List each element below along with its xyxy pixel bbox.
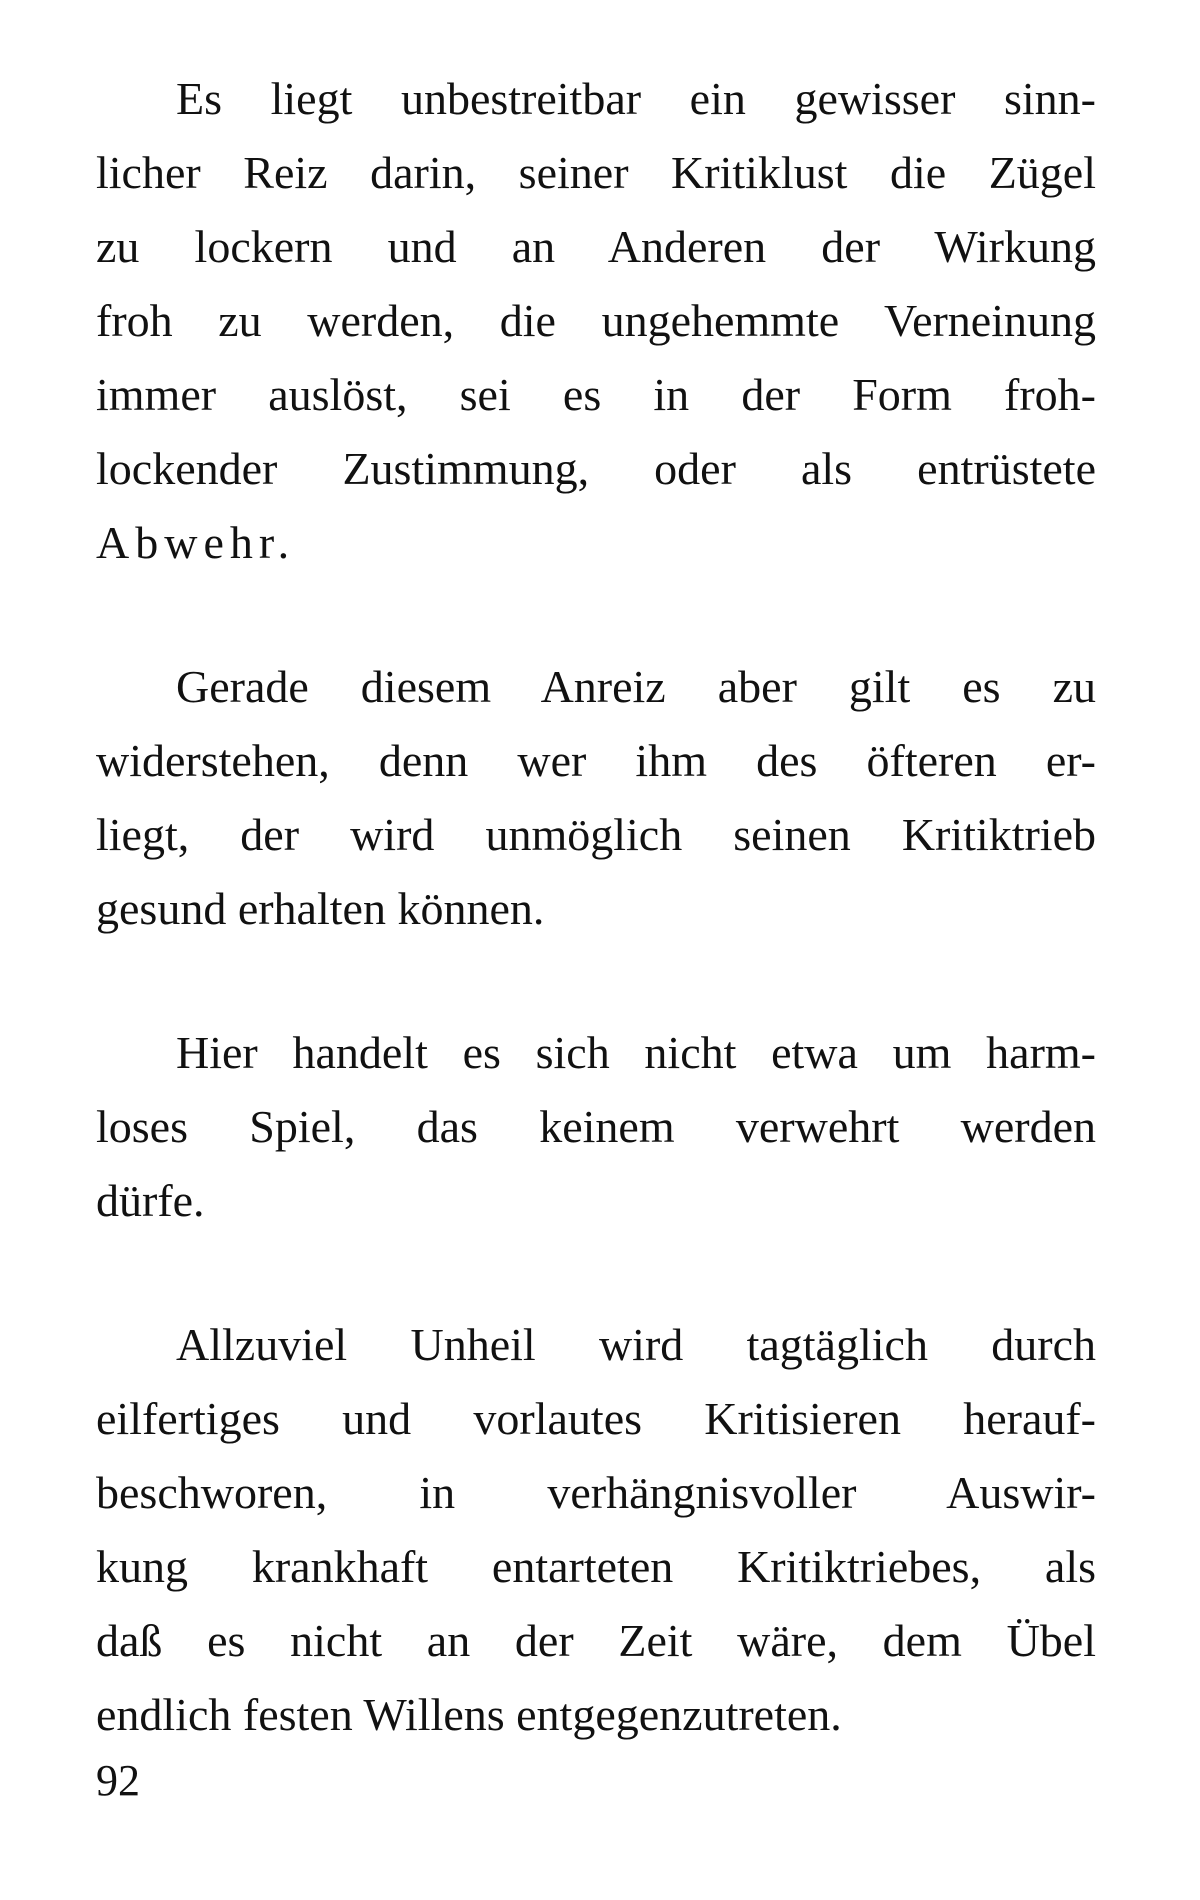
text-line: licher Reiz darin, seiner Kritiklust die Zügel xyxy=(96,147,1096,198)
text-line: Abwehr. xyxy=(96,517,296,568)
text-line: Hier handelt es sich nicht etwa um harm- xyxy=(176,1027,1096,1078)
paragraph-gap xyxy=(96,1238,1096,1308)
text-line: immer auslöst, sei es in der Form froh- xyxy=(96,369,1096,420)
page-number: 92 xyxy=(96,1756,140,1805)
text-line: eilfertiges und vorlautes Kritisieren herauf- xyxy=(96,1393,1096,1444)
text-line: dürfe. xyxy=(96,1175,205,1226)
text-line: Allzuviel Unheil wird tagtäglich durch xyxy=(176,1319,1096,1370)
paragraph-gap xyxy=(96,580,1096,650)
paragraph-gap xyxy=(96,946,1096,1016)
text-line: Es liegt unbestreitbar ein gewisser sinn- xyxy=(176,73,1096,124)
paragraph-4 xyxy=(96,1308,1096,1752)
text-line: widerstehen, denn wer ihm des öfteren er- xyxy=(96,735,1096,786)
page-body xyxy=(96,62,1096,1752)
text-line: beschworen, in verhängnisvoller Auswir- xyxy=(96,1467,1096,1518)
text-line: zu lockern und an Anderen der Wirkung xyxy=(96,221,1096,272)
text-line: gesund erhalten können. xyxy=(96,883,545,934)
text-line: froh zu werden, die ungehemmte Verneinung xyxy=(96,295,1096,346)
text-line: endlich festen Willens entgegenzutreten. xyxy=(96,1689,842,1740)
text-line: lockender Zustimmung, oder als entrüstete xyxy=(96,443,1096,494)
paragraph-3 xyxy=(96,1016,1096,1238)
paragraph-1 xyxy=(96,62,1096,580)
text-line: loses Spiel, das keinem verwehrt werden xyxy=(96,1101,1096,1152)
text-line: kung krankhaft entarteten Kritiktriebes, als xyxy=(96,1541,1096,1592)
text-line: daß es nicht an der Zeit wäre, dem Übel xyxy=(96,1615,1096,1666)
text-line: liegt, der wird unmöglich seinen Kritiktrieb xyxy=(96,809,1096,860)
text-line: Gerade diesem Anreiz aber gilt es zu xyxy=(176,661,1096,712)
paragraph-2 xyxy=(96,650,1096,946)
